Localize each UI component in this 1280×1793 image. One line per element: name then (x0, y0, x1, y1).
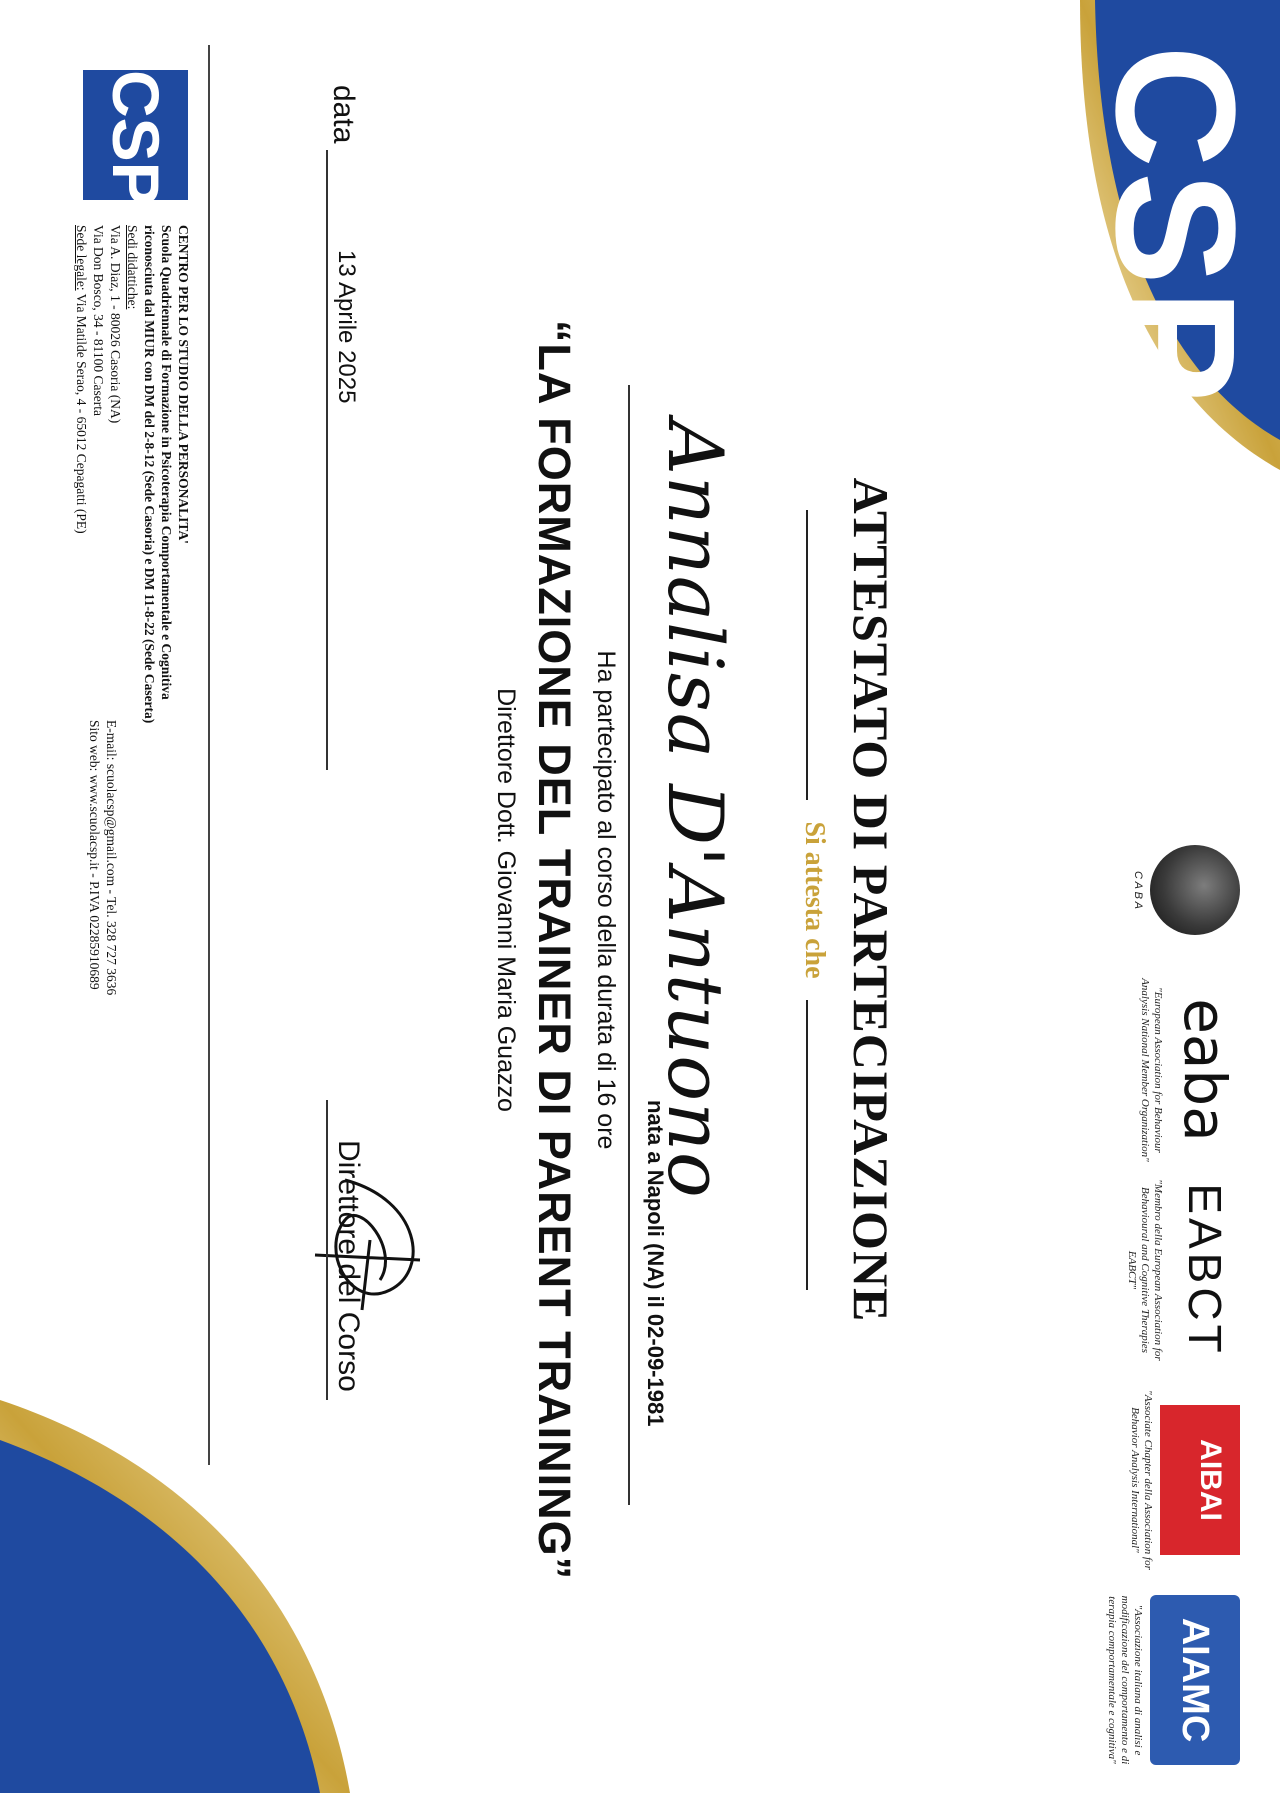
footer-rule (208, 45, 210, 1465)
footer-sede-legale: Via Matilde Serao, 4 - 65012 Cepagatti (PE) (74, 293, 89, 534)
footer-sede2: Via Don Bosco, 34 - 81100 Caserta (91, 225, 106, 417)
csp-logo: CSP (1080, 45, 1270, 407)
footer-sedi-label: Sedi didattiche: (125, 225, 140, 310)
attesta-text: Si attesta che (799, 821, 830, 979)
affiliation-eaba (1138, 970, 1240, 1170)
affiliation-aibai (1128, 1380, 1240, 1580)
footer-sede1: Via A. Diaz, 1 - 80026 Casoria (NA) (108, 225, 123, 424)
certificate-title: ATTESTATO DI PARTECIPAZIONE (843, 477, 899, 1323)
recipient-name: Annalisa D'Antuono (651, 420, 740, 1199)
attesta-rule-left (806, 510, 808, 800)
aiamc-logo: AIAMC (1150, 1595, 1240, 1765)
date-underline (326, 150, 328, 770)
affiliation-aiamc (1105, 1580, 1240, 1780)
eabct-caption: "Membro della European Association for Behavioural and Cognitive Therapies EABCT" (1126, 1179, 1164, 1361)
aibai-logo: AIBAI (1160, 1405, 1240, 1555)
caba-logo-text: C A B A (1132, 871, 1144, 909)
director-underline (326, 1100, 328, 1400)
director-info: Direttore Dott. Giovanni Maria Guazzo (492, 688, 520, 1112)
csp-footer-logo-text: CSP (99, 70, 173, 206)
affiliation-caba (1131, 790, 1240, 990)
eaba-caption: "European Association for Behaviour Analysis National Member Organization" (1139, 978, 1164, 1162)
date-value: 13 Aprile 2025 (333, 250, 360, 404)
aibai-caption: "Associate Chapter della Association for Behavior Analysis International" (1129, 1390, 1154, 1570)
birth-info: nata a Napoli (NA) il 02-09-1981 (643, 1100, 668, 1427)
footer-sede-legale-label: Sede legale: (74, 225, 89, 291)
footer-website: Sito web: www.scuolacsp.it - P.IVA 02285910689 (87, 720, 102, 990)
name-underline (628, 385, 630, 1505)
affiliation-eabct (1125, 1170, 1240, 1370)
footer-contacts (86, 720, 120, 1200)
csp-footer-logo (83, 70, 188, 206)
signature-image (310, 1160, 440, 1360)
footer-recognition: riconosciuta dal MIUR con DM del 2-8-12 (Sede Casoria) e DM 11-8-22 (Sede Caserta) (142, 225, 157, 724)
participation-text: Ha partecipato al corso della durata di 16 ore (592, 650, 620, 1150)
course-title: “LA FORMAZIONE DEL TRAINER DI PARENT TRAINING” (529, 319, 580, 1581)
aiamc-caption: "Associazione italiana di analisi e modificazione del comportamento e di terapia comportamentale e cognitiva" (1106, 1595, 1144, 1765)
date-label: data (327, 85, 360, 144)
caba-globe-icon (1150, 845, 1240, 935)
attesta-rule-right (806, 1000, 808, 1290)
director-label: Direttore del Corso (332, 1140, 365, 1392)
footer-school: Scuola Quadriennale di Formazione in Psicoterapia Comportamentale e Cognitiva (159, 225, 174, 700)
eabct-logo: EABCT (1179, 1183, 1231, 1357)
attesta-row (790, 510, 830, 1290)
footer-email: E-mail: scuolacsp@gmail.com - Tel. 328 727 3636 (104, 720, 119, 996)
eaba-logo: eaba (1171, 998, 1239, 1142)
footer-org-name: CENTRO PER LO STUDIO DELLA PERSONALITA' (176, 225, 191, 544)
